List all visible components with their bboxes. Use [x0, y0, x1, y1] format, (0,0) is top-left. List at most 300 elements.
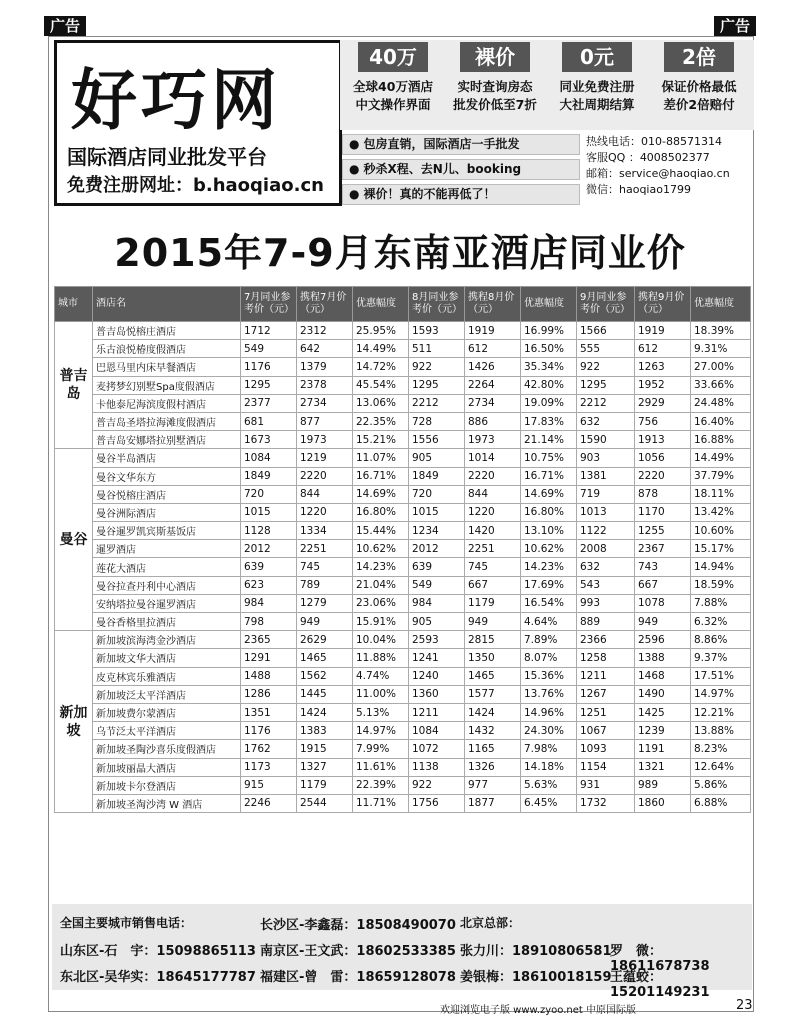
- stat-free: [548, 40, 646, 128]
- price-cell: 5.63%: [521, 776, 577, 794]
- stat-badge: 2倍: [664, 42, 734, 72]
- hotel-name-cell: 曼谷香格里拉酒店: [93, 613, 241, 631]
- stat-price: [446, 40, 544, 128]
- price-cell: 1445: [297, 685, 353, 703]
- price-cell: 1562: [297, 667, 353, 685]
- price-cell: 639: [409, 558, 465, 576]
- price-cell: 1388: [635, 649, 691, 667]
- price-cell: 2596: [635, 631, 691, 649]
- price-cell: 632: [577, 558, 635, 576]
- hotel-name-cell: 曼谷文华东方: [93, 467, 241, 485]
- contact-info: [586, 134, 754, 198]
- price-cell: 612: [635, 340, 691, 358]
- price-cell: 45.54%: [353, 376, 409, 394]
- price-cell: 1334: [297, 522, 353, 540]
- price-cell: 1173: [241, 758, 297, 776]
- price-cell: 2212: [409, 394, 465, 412]
- footer-contact: 山东区-石 宇：15098865113: [60, 944, 256, 959]
- price-cell: 1255: [635, 522, 691, 540]
- table-row: [55, 576, 751, 594]
- price-cell: 1295: [409, 376, 465, 394]
- price-cell: 949: [465, 613, 521, 631]
- hotel-name-cell: 新加坡丽晶大酒店: [93, 758, 241, 776]
- stat-line2: 中文操作界面: [355, 97, 431, 112]
- price-cell: 844: [297, 485, 353, 503]
- table-row: [55, 376, 751, 394]
- table-row: [55, 340, 751, 358]
- hotel-name-cell: 普吉岛圣塔拉海滩度假酒店: [93, 412, 241, 430]
- price-cell: 1327: [297, 758, 353, 776]
- footer-heading: 全国主要城市销售电话：: [60, 916, 193, 930]
- price-cell: 14.69%: [353, 485, 409, 503]
- price-cell: 1286: [241, 685, 297, 703]
- price-cell: 1973: [465, 431, 521, 449]
- price-cell: 2264: [465, 376, 521, 394]
- price-cell: 2365: [241, 631, 297, 649]
- table-row: [55, 613, 751, 631]
- price-cell: 15.21%: [353, 431, 409, 449]
- city-cell: 新加坡: [55, 631, 93, 813]
- price-cell: 27.00%: [691, 358, 751, 376]
- price-cell: 14.23%: [521, 558, 577, 576]
- price-cell: 1952: [635, 376, 691, 394]
- price-cell: 15.17%: [691, 540, 751, 558]
- price-cell: 1211: [409, 703, 465, 721]
- price-cell: 915: [241, 776, 297, 794]
- price-cell: 789: [297, 576, 353, 594]
- table-header-cell: 携程8月价（元）: [465, 287, 521, 322]
- price-cell: 1350: [465, 649, 521, 667]
- price-cell: 16.40%: [691, 412, 751, 430]
- footer-contact: 姜银梅：18610018159: [460, 970, 612, 985]
- price-cell: 16.71%: [521, 467, 577, 485]
- price-cell: 1860: [635, 794, 691, 812]
- price-cell: 11.07%: [353, 449, 409, 467]
- price-cell: 1263: [635, 358, 691, 376]
- price-cell: 5.86%: [691, 776, 751, 794]
- price-cell: 35.34%: [521, 358, 577, 376]
- price-cell: 977: [465, 776, 521, 794]
- price-cell: 1383: [297, 722, 353, 740]
- stat-line1: 实时查询房态: [457, 79, 533, 94]
- price-cell: 922: [409, 358, 465, 376]
- table-row: [55, 685, 751, 703]
- hotel-name-cell: 新加坡文华大酒店: [93, 649, 241, 667]
- footer-contact: 福建区-曾 雷：18659128078: [260, 970, 456, 985]
- logo-box: [54, 40, 342, 206]
- table-header-cell: 城市: [55, 287, 93, 322]
- price-cell: 14.49%: [353, 340, 409, 358]
- price-cell: 1291: [241, 649, 297, 667]
- price-cell: 16.88%: [691, 431, 751, 449]
- price-cell: 886: [465, 412, 521, 430]
- price-cell: 931: [577, 776, 635, 794]
- price-cell: 903: [577, 449, 635, 467]
- price-cell: 984: [409, 594, 465, 612]
- price-cell: 1084: [241, 449, 297, 467]
- price-cell: 2251: [297, 540, 353, 558]
- price-cell: 2246: [241, 794, 297, 812]
- price-cell: 11.88%: [353, 649, 409, 667]
- price-cell: 14.96%: [521, 703, 577, 721]
- price-cell: 1919: [635, 322, 691, 340]
- price-cell: 1420: [465, 522, 521, 540]
- bullet-dot-icon: ●: [349, 137, 360, 151]
- price-cell: 2220: [465, 467, 521, 485]
- logo-register-url: 免费注册网址：b.haoqiao.cn: [67, 175, 324, 196]
- table-row: [55, 703, 751, 721]
- hotel-name-cell: 卡他泰尼海滨度假村酒店: [93, 394, 241, 412]
- footer-contact: 张力川：18910806581: [460, 944, 612, 959]
- price-cell: 1381: [577, 467, 635, 485]
- price-cell: 1013: [577, 503, 635, 521]
- price-cell: 10.62%: [353, 540, 409, 558]
- table-row: [55, 594, 751, 612]
- price-cell: 17.51%: [691, 667, 751, 685]
- price-cell: 14.72%: [353, 358, 409, 376]
- price-cell: 16.99%: [521, 322, 577, 340]
- price-cell: 555: [577, 340, 635, 358]
- price-cell: 878: [635, 485, 691, 503]
- table-row: [55, 503, 751, 521]
- price-cell: 1849: [409, 467, 465, 485]
- price-cell: 2012: [409, 540, 465, 558]
- price-cell: 2734: [297, 394, 353, 412]
- price-cell: 15.91%: [353, 613, 409, 631]
- stat-line1: 保证价格最低: [661, 79, 737, 94]
- price-cell: 1093: [577, 740, 635, 758]
- hotel-name-cell: 新加坡费尔蒙酒店: [93, 703, 241, 721]
- price-cell: 1593: [409, 322, 465, 340]
- price-cell: 9.37%: [691, 649, 751, 667]
- price-cell: 1295: [241, 376, 297, 394]
- hotel-name-cell: 曼谷半岛酒店: [93, 449, 241, 467]
- table-row: [55, 394, 751, 412]
- hotel-name-cell: 普吉岛安娜塔拉别墅酒店: [93, 431, 241, 449]
- price-cell: 13.10%: [521, 522, 577, 540]
- price-cell: 1849: [241, 467, 297, 485]
- price-cell: 1128: [241, 522, 297, 540]
- price-cell: 24.30%: [521, 722, 577, 740]
- hotel-name-cell: 莲花大酒店: [93, 558, 241, 576]
- price-cell: 1425: [635, 703, 691, 721]
- price-cell: 1379: [297, 358, 353, 376]
- price-cell: 15.44%: [353, 522, 409, 540]
- table-row: [55, 776, 751, 794]
- hotel-name-cell: 安纳塔拉曼谷暹罗酒店: [93, 594, 241, 612]
- footer-contact: 东北区-吴华实：18645177787: [60, 970, 256, 985]
- price-cell: 642: [297, 340, 353, 358]
- price-cell: 1056: [635, 449, 691, 467]
- price-cell: 2378: [297, 376, 353, 394]
- price-cell: 667: [635, 576, 691, 594]
- logo-name: 好巧网: [71, 61, 281, 139]
- price-cell: 14.49%: [691, 449, 751, 467]
- price-cell: 844: [465, 485, 521, 503]
- price-cell: 1321: [635, 758, 691, 776]
- price-cell: 1267: [577, 685, 635, 703]
- stat-line1: 同业免费注册: [559, 79, 635, 94]
- table-row: [55, 540, 751, 558]
- price-cell: 889: [577, 613, 635, 631]
- hotel-name-cell: 麦拷梦幻别墅Spa度假酒店: [93, 376, 241, 394]
- price-cell: 21.14%: [521, 431, 577, 449]
- table-row: [55, 558, 751, 576]
- price-cell: 8.86%: [691, 631, 751, 649]
- price-cell: 1179: [465, 594, 521, 612]
- hotel-name-cell: 新加坡泛太平洋酒店: [93, 685, 241, 703]
- price-cell: 922: [577, 358, 635, 376]
- price-cell: 24.48%: [691, 394, 751, 412]
- price-cell: 1015: [241, 503, 297, 521]
- table-row: [55, 631, 751, 649]
- price-cell: 2366: [577, 631, 635, 649]
- stat-line2: 批发价低至7折: [453, 97, 537, 112]
- table-row: [55, 740, 751, 758]
- price-cell: 1240: [409, 667, 465, 685]
- ad-tag-left: 广告: [44, 16, 86, 36]
- price-cell: 13.76%: [521, 685, 577, 703]
- price-cell: 15.36%: [521, 667, 577, 685]
- price-cell: 798: [241, 613, 297, 631]
- price-cell: 1014: [465, 449, 521, 467]
- table-row: [55, 322, 751, 340]
- price-cell: 1490: [635, 685, 691, 703]
- hotel-name-cell: 暹罗酒店: [93, 540, 241, 558]
- table-row: [55, 485, 751, 503]
- price-cell: 42.80%: [521, 376, 577, 394]
- hotel-name-cell: 新加坡圣淘沙湾 W 酒店: [93, 794, 241, 812]
- price-cell: 7.99%: [353, 740, 409, 758]
- price-cell: 13.88%: [691, 722, 751, 740]
- table-row: [55, 358, 751, 376]
- table-row: [55, 649, 751, 667]
- price-cell: 1488: [241, 667, 297, 685]
- price-cell: 1732: [577, 794, 635, 812]
- bullet-item: ● 包房直销，国际酒店一手批发: [342, 134, 580, 155]
- price-cell: 993: [577, 594, 635, 612]
- price-cell: 1154: [577, 758, 635, 776]
- price-cell: 1360: [409, 685, 465, 703]
- price-cell: 1465: [465, 667, 521, 685]
- ad-tag-right: 广告: [714, 16, 756, 36]
- price-cell: 2734: [465, 394, 521, 412]
- price-cell: 720: [241, 485, 297, 503]
- stat-badge: 40万: [358, 42, 428, 72]
- price-cell: 1877: [465, 794, 521, 812]
- price-cell: 7.88%: [691, 594, 751, 612]
- price-cell: 1913: [635, 431, 691, 449]
- price-cell: 25.95%: [353, 322, 409, 340]
- price-cell: 10.62%: [521, 540, 577, 558]
- city-cell: 曼谷: [55, 449, 93, 631]
- price-cell: 1426: [465, 358, 521, 376]
- price-cell: 1122: [577, 522, 635, 540]
- price-cell: 1295: [577, 376, 635, 394]
- price-cell: 1424: [465, 703, 521, 721]
- price-cell: 1673: [241, 431, 297, 449]
- price-cell: 1712: [241, 322, 297, 340]
- price-cell: 549: [241, 340, 297, 358]
- price-cell: 10.75%: [521, 449, 577, 467]
- table-header-cell: 优惠幅度: [521, 287, 577, 322]
- price-cell: 1241: [409, 649, 465, 667]
- price-cell: 612: [465, 340, 521, 358]
- price-cell: 1220: [297, 503, 353, 521]
- sales-footer: [52, 904, 752, 1000]
- price-cell: 549: [409, 576, 465, 594]
- price-cell: 1326: [465, 758, 521, 776]
- price-cell: 5.13%: [353, 703, 409, 721]
- price-cell: 8.23%: [691, 740, 751, 758]
- price-cell: 1251: [577, 703, 635, 721]
- price-cell: 18.59%: [691, 576, 751, 594]
- price-cell: 17.69%: [521, 576, 577, 594]
- page-number: 23: [736, 998, 753, 1013]
- price-cell: 14.94%: [691, 558, 751, 576]
- stat-guarantee: [650, 40, 748, 128]
- price-cell: 2220: [635, 467, 691, 485]
- price-cell: 8.07%: [521, 649, 577, 667]
- price-cell: 2220: [297, 467, 353, 485]
- price-cell: 1220: [465, 503, 521, 521]
- page-title: 2015年7-9月东南亚酒店同业价: [114, 231, 686, 275]
- price-cell: 1762: [241, 740, 297, 758]
- price-cell: 10.04%: [353, 631, 409, 649]
- price-cell: 1219: [297, 449, 353, 467]
- price-cell: 667: [465, 576, 521, 594]
- price-cell: 511: [409, 340, 465, 358]
- price-cell: 743: [635, 558, 691, 576]
- footer-contact: 南京区-王文武：18602533385: [260, 944, 456, 959]
- price-cell: 14.97%: [691, 685, 751, 703]
- price-cell: 2212: [577, 394, 635, 412]
- price-cell: 1084: [409, 722, 465, 740]
- price-cell: 1424: [297, 703, 353, 721]
- table-header-cell: 优惠幅度: [691, 287, 751, 322]
- stat-hotels: [344, 40, 442, 128]
- price-cell: 9.31%: [691, 340, 751, 358]
- contact-qq: 客服QQ ：4008502377: [586, 151, 710, 164]
- price-cell: 1915: [297, 740, 353, 758]
- price-cell: 949: [635, 613, 691, 631]
- bottom-line: 欢迎浏览电子版 www.zyoo.net 中原国际版: [440, 1005, 636, 1016]
- price-cell: 12.64%: [691, 758, 751, 776]
- footer-hq: 北京总部：: [460, 916, 521, 930]
- stat-line2: 大社周期结算: [559, 97, 635, 112]
- table-row: [55, 522, 751, 540]
- price-cell: 1468: [635, 667, 691, 685]
- stat-badge: 裸价: [460, 42, 530, 72]
- price-cell: 2312: [297, 322, 353, 340]
- price-cell: 681: [241, 412, 297, 430]
- stat-line1: 全球40万酒店: [353, 79, 433, 94]
- bullet-item: ● 裸价！真的不能再低了！: [342, 184, 580, 205]
- price-cell: 2008: [577, 540, 635, 558]
- price-cell: 16.71%: [353, 467, 409, 485]
- contact-wechat: 微信：haoqiao1799: [586, 183, 691, 196]
- bullet-dot-icon: ●: [349, 187, 360, 201]
- price-cell: 2544: [297, 794, 353, 812]
- footer-contact: 罗 微：18611678738: [610, 944, 710, 974]
- table-row: [55, 449, 751, 467]
- price-cell: 632: [577, 412, 635, 430]
- price-cell: 623: [241, 576, 297, 594]
- price-cell: 16.80%: [353, 503, 409, 521]
- table-header-cell: 携程7月价（元）: [297, 287, 353, 322]
- table-header-cell: 9月同业参考价（元）: [577, 287, 635, 322]
- price-cell: 7.98%: [521, 740, 577, 758]
- price-cell: 2367: [635, 540, 691, 558]
- price-cell: 1191: [635, 740, 691, 758]
- price-cell: 719: [577, 485, 635, 503]
- footer-contact: 长沙区-李鑫磊：18508490070: [260, 918, 456, 933]
- hotel-name-cell: 曼谷洲际酒店: [93, 503, 241, 521]
- price-cell: 922: [409, 776, 465, 794]
- price-cell: 728: [409, 412, 465, 430]
- price-cell: 1072: [409, 740, 465, 758]
- table-body: [55, 322, 751, 813]
- hotel-name-cell: 乌节泛太平洋酒店: [93, 722, 241, 740]
- price-cell: 22.35%: [353, 412, 409, 430]
- price-cell: 1919: [465, 322, 521, 340]
- bullet-dot-icon: ●: [349, 162, 360, 176]
- feature-bullets: [342, 134, 580, 209]
- table-row: [55, 794, 751, 812]
- price-cell: 1756: [409, 794, 465, 812]
- price-cell: 745: [297, 558, 353, 576]
- hotel-name-cell: 新加坡卡尔登酒店: [93, 776, 241, 794]
- price-cell: 756: [635, 412, 691, 430]
- price-cell: 2629: [297, 631, 353, 649]
- price-cell: 4.64%: [521, 613, 577, 631]
- price-cell: 905: [409, 613, 465, 631]
- contact-hotline: 热线电话：010-88571314: [586, 135, 722, 148]
- price-cell: 1465: [297, 649, 353, 667]
- price-cell: 10.60%: [691, 522, 751, 540]
- price-cell: 949: [297, 613, 353, 631]
- price-cell: 11.71%: [353, 794, 409, 812]
- hotel-name-cell: 新加坡圣陶沙喜乐度假酒店: [93, 740, 241, 758]
- price-cell: 2377: [241, 394, 297, 412]
- price-cell: 6.88%: [691, 794, 751, 812]
- table-header-row: [55, 287, 751, 322]
- table-row: [55, 412, 751, 430]
- price-cell: 16.54%: [521, 594, 577, 612]
- price-cell: 2251: [465, 540, 521, 558]
- price-cell: 1234: [409, 522, 465, 540]
- price-cell: 639: [241, 558, 297, 576]
- price-cell: 14.18%: [521, 758, 577, 776]
- price-cell: 1432: [465, 722, 521, 740]
- hotel-name-cell: 新加坡滨海湾金沙酒店: [93, 631, 241, 649]
- price-cell: 720: [409, 485, 465, 503]
- bullet-item: ● 秒杀X程、去N儿、booking: [342, 159, 580, 180]
- price-cell: 1179: [297, 776, 353, 794]
- price-cell: 1239: [635, 722, 691, 740]
- price-cell: 13.42%: [691, 503, 751, 521]
- price-cell: 1176: [241, 722, 297, 740]
- table-row: [55, 667, 751, 685]
- price-cell: 22.39%: [353, 776, 409, 794]
- price-cell: 2012: [241, 540, 297, 558]
- price-cell: 14.23%: [353, 558, 409, 576]
- price-cell: 12.21%: [691, 703, 751, 721]
- hotel-name-cell: 普吉岛悦榕庄酒店: [93, 322, 241, 340]
- price-table: [54, 286, 751, 813]
- stat-badge: 0元: [562, 42, 632, 72]
- price-cell: 18.39%: [691, 322, 751, 340]
